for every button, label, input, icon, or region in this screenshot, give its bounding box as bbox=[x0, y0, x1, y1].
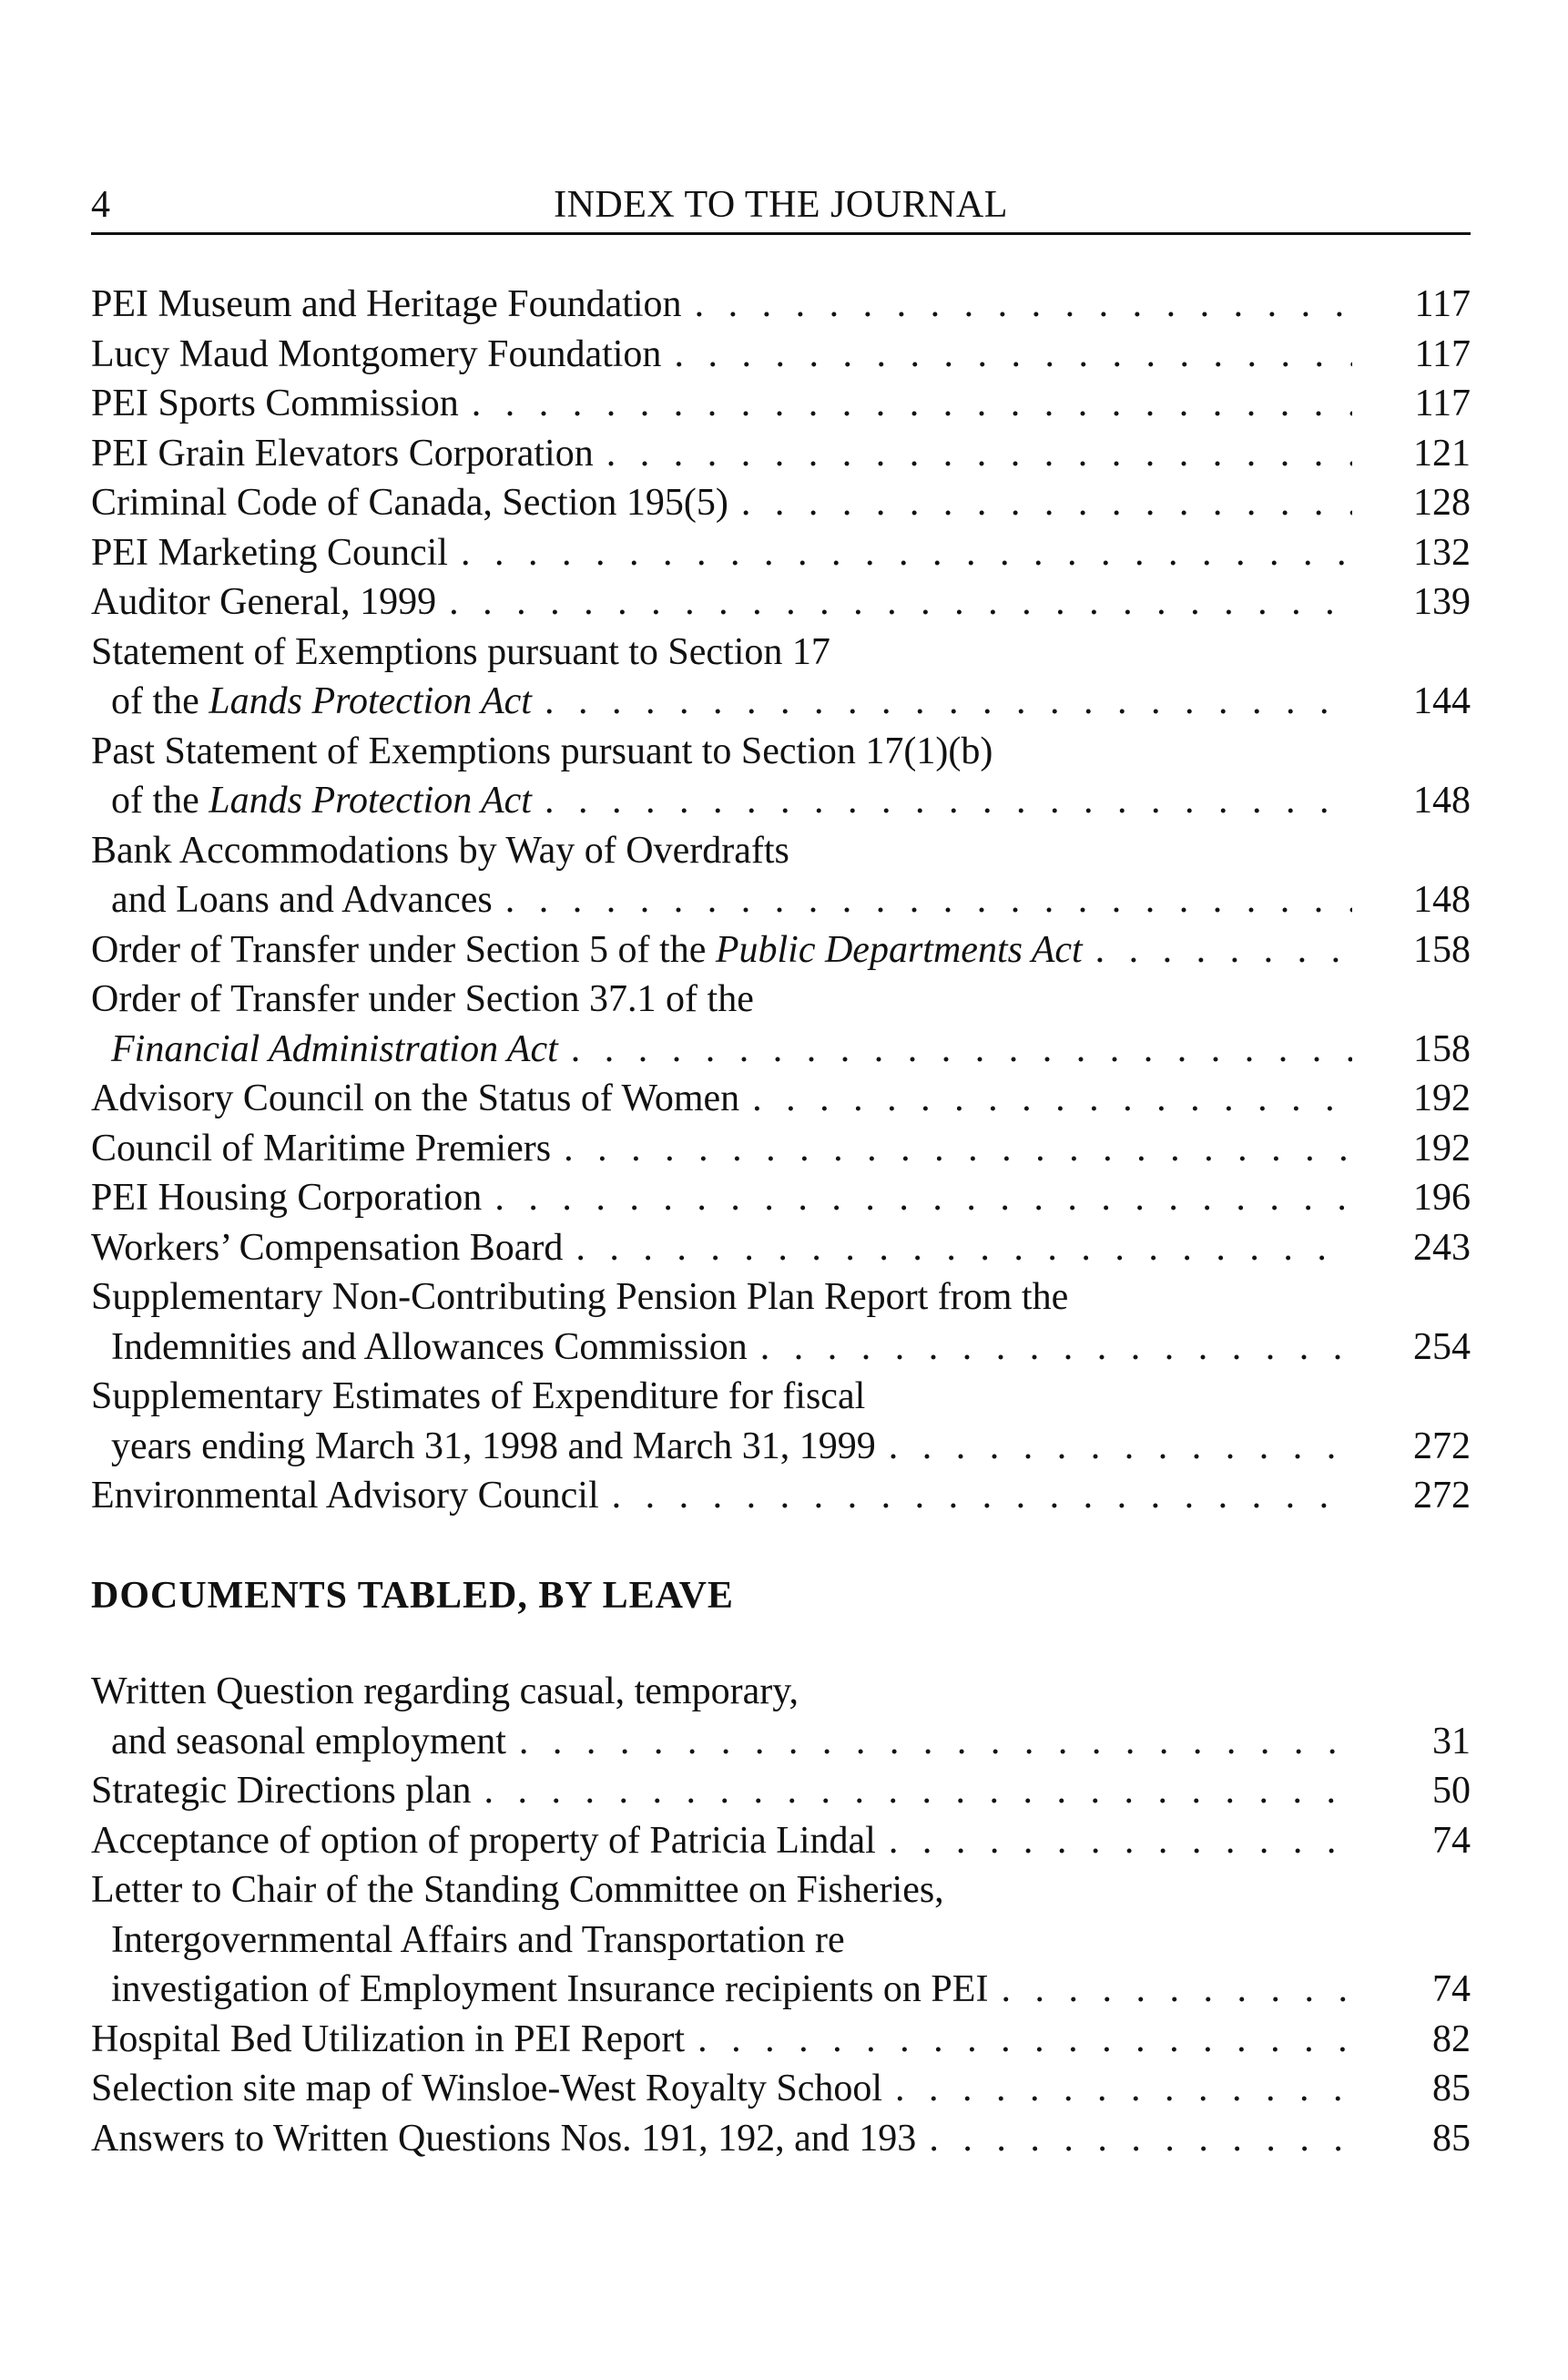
page-reference: 139 bbox=[1413, 581, 1471, 623]
page-reference: 117 bbox=[1414, 332, 1471, 375]
page-reference: 192 bbox=[1413, 1127, 1471, 1170]
dot-leader bbox=[505, 875, 1352, 925]
dot-leader bbox=[606, 429, 1352, 479]
entry-title: Supplementary Estimates of Expenditure for fiscal bbox=[91, 1375, 866, 1417]
page-number: 4 bbox=[91, 184, 110, 226]
index-entry bbox=[91, 379, 1471, 429]
page-reference: 144 bbox=[1413, 680, 1471, 722]
index-entry bbox=[91, 280, 1471, 330]
dot-leader bbox=[895, 2064, 1352, 2114]
index-entry bbox=[91, 628, 1471, 727]
index-entry bbox=[91, 1223, 1471, 1273]
index-entry bbox=[91, 727, 1471, 826]
dot-leader bbox=[929, 2114, 1352, 2164]
page-reference: 148 bbox=[1413, 879, 1471, 921]
page-reference: 272 bbox=[1413, 1475, 1471, 1517]
index-entry bbox=[91, 1272, 1471, 1372]
entry-title: PEI Marketing Council bbox=[91, 531, 448, 574]
index-entry bbox=[91, 826, 1471, 925]
entry-title: Answers to Written Questions Nos. 191, 192, and 193 bbox=[91, 2117, 917, 2160]
index-entry bbox=[91, 330, 1471, 380]
index-entry bbox=[91, 1816, 1471, 1866]
index-entry bbox=[91, 2064, 1471, 2114]
index-entry bbox=[91, 528, 1471, 578]
entry-title: Lucy Maud Montgomery Foundation bbox=[91, 332, 662, 375]
index-list bbox=[91, 1667, 1471, 2163]
dot-leader bbox=[760, 1323, 1352, 1373]
dot-leader bbox=[695, 280, 1352, 330]
index-entry bbox=[91, 429, 1471, 479]
page-reference: 82 bbox=[1432, 2017, 1471, 2060]
entry-title-continued: investigation of Employment Insurance recipients on PEI bbox=[111, 1968, 989, 2010]
entry-text: of the bbox=[111, 680, 209, 722]
entry-title-continued: years ending March 31, 1998 and March 31, 1999 bbox=[111, 1425, 876, 1467]
index-entry bbox=[91, 1372, 1471, 1471]
page-reference: 74 bbox=[1432, 1968, 1471, 2010]
dot-leader bbox=[519, 1717, 1352, 1767]
dot-leader bbox=[545, 677, 1352, 727]
dot-leader bbox=[1095, 925, 1352, 975]
dot-leader bbox=[461, 528, 1352, 578]
entry-title: Strategic Directions plan bbox=[91, 1770, 472, 1812]
dot-leader bbox=[674, 330, 1352, 380]
running-title: INDEX TO THE JOURNAL bbox=[554, 184, 1008, 226]
dot-leader bbox=[484, 1766, 1352, 1816]
page-reference: 243 bbox=[1413, 1226, 1471, 1269]
page-reference: 196 bbox=[1413, 1177, 1471, 1219]
entry-title: Hospital Bed Utilization in PEI Report bbox=[91, 2017, 686, 2060]
index-entry bbox=[91, 1766, 1471, 1816]
entry-title: Bank Accommodations by Way of Overdrafts bbox=[91, 829, 789, 872]
page-reference: 254 bbox=[1413, 1325, 1471, 1368]
dot-leader bbox=[741, 478, 1352, 528]
entry-title-continued bbox=[111, 677, 532, 727]
entry-title: Criminal Code of Canada, Section 195(5) bbox=[91, 482, 728, 524]
entry-title: Acceptance of option of property of Patricia Lindal bbox=[91, 1819, 876, 1862]
dot-leader bbox=[1001, 1965, 1352, 2015]
dot-leader bbox=[564, 1124, 1352, 1174]
page-reference: 192 bbox=[1413, 1078, 1471, 1119]
entry-title: Workers’ Compensation Board bbox=[91, 1226, 564, 1269]
act-title: Lands Protection Act bbox=[209, 680, 532, 722]
index-entry bbox=[91, 577, 1471, 628]
index-entry bbox=[91, 1667, 1471, 1766]
dot-leader bbox=[449, 577, 1352, 628]
entry-title-continued: Intergovernmental Affairs and Transportation re bbox=[111, 1918, 845, 1961]
index-entry bbox=[91, 2114, 1471, 2164]
dot-leader bbox=[752, 1074, 1352, 1124]
running-header bbox=[91, 178, 1471, 235]
entry-title: Written Question regarding casual, temporary, bbox=[91, 1670, 799, 1712]
page-reference: 50 bbox=[1432, 1770, 1471, 1812]
entry-title: Auditor General, 1999 bbox=[91, 581, 437, 623]
page-reference: 31 bbox=[1432, 1720, 1471, 1762]
page-reference: 74 bbox=[1432, 1819, 1471, 1862]
dot-leader bbox=[494, 1173, 1352, 1223]
dot-leader bbox=[545, 776, 1352, 826]
page-reference: 121 bbox=[1413, 432, 1471, 475]
act-title: Financial Administration Act bbox=[111, 1027, 558, 1070]
entry-text: of the bbox=[111, 780, 209, 822]
index-entry bbox=[91, 1865, 1471, 2015]
index-list bbox=[91, 280, 1471, 1521]
page-reference: 117 bbox=[1414, 283, 1471, 325]
entry-title-continued bbox=[111, 776, 532, 826]
entry-title: PEI Museum and Heritage Foundation bbox=[91, 283, 682, 325]
entry-title-continued: Indemnities and Allowances Commission bbox=[111, 1325, 748, 1368]
page-reference: 117 bbox=[1414, 383, 1471, 424]
entry-title: Council of Maritime Premiers bbox=[91, 1127, 552, 1170]
entry-title: Selection site map of Winsloe-West Royalty School bbox=[91, 2068, 883, 2109]
act-title: Public Departments Act bbox=[715, 928, 1083, 971]
index-entry bbox=[91, 1074, 1471, 1124]
page-reference: 148 bbox=[1413, 780, 1471, 822]
entry-title: Advisory Council on the Status of Women bbox=[91, 1078, 740, 1119]
entry-title: Environmental Advisory Council bbox=[91, 1475, 599, 1517]
entry-title: PEI Grain Elevators Corporation bbox=[91, 432, 594, 475]
entry-title-continued: and Loans and Advances bbox=[111, 879, 493, 921]
dot-leader bbox=[889, 1816, 1352, 1866]
dot-leader bbox=[575, 1223, 1352, 1273]
entry-text: Order of Transfer under Section 5 of the bbox=[91, 928, 716, 971]
entry-title: PEI Sports Commission bbox=[91, 383, 459, 424]
entry-title: Past Statement of Exemptions pursuant to Section 17(1)(b) bbox=[91, 730, 993, 772]
page-reference: 85 bbox=[1432, 2117, 1471, 2160]
entry-title: Letter to Chair of the Standing Committee on Fisheries, bbox=[91, 1869, 944, 1911]
index-entry bbox=[91, 1124, 1471, 1174]
entry-title: PEI Housing Corporation bbox=[91, 1177, 483, 1219]
dot-leader bbox=[571, 1025, 1352, 1075]
entry-title: Order of Transfer under Section 37.1 of the bbox=[91, 978, 754, 1020]
page-reference: 158 bbox=[1413, 928, 1471, 971]
entry-title: Supplementary Non-Contributing Pension Plan Report from the bbox=[91, 1276, 1069, 1318]
page-reference: 128 bbox=[1413, 482, 1471, 524]
index-entry bbox=[91, 1173, 1471, 1223]
entry-title-continued: and seasonal employment bbox=[111, 1720, 506, 1762]
page-reference: 132 bbox=[1413, 531, 1471, 574]
section-heading: DOCUMENTS TABLED, BY LEAVE bbox=[91, 1575, 734, 1617]
dot-leader bbox=[697, 2015, 1352, 2065]
dot-leader bbox=[889, 1422, 1352, 1472]
index-entry bbox=[91, 1471, 1471, 1521]
entry-title bbox=[91, 925, 1083, 975]
dot-leader bbox=[472, 379, 1352, 429]
entry-title: Statement of Exemptions pursuant to Section 17 bbox=[91, 630, 830, 673]
act-title: Lands Protection Act bbox=[209, 780, 532, 822]
dot-leader bbox=[612, 1471, 1352, 1521]
index-entry bbox=[91, 478, 1471, 528]
page-reference: 158 bbox=[1413, 1027, 1471, 1070]
index-entry bbox=[91, 925, 1471, 975]
index-entry bbox=[91, 2015, 1471, 2065]
index-entry bbox=[91, 975, 1471, 1074]
page-reference: 85 bbox=[1432, 2068, 1471, 2109]
page-reference: 272 bbox=[1413, 1425, 1471, 1467]
